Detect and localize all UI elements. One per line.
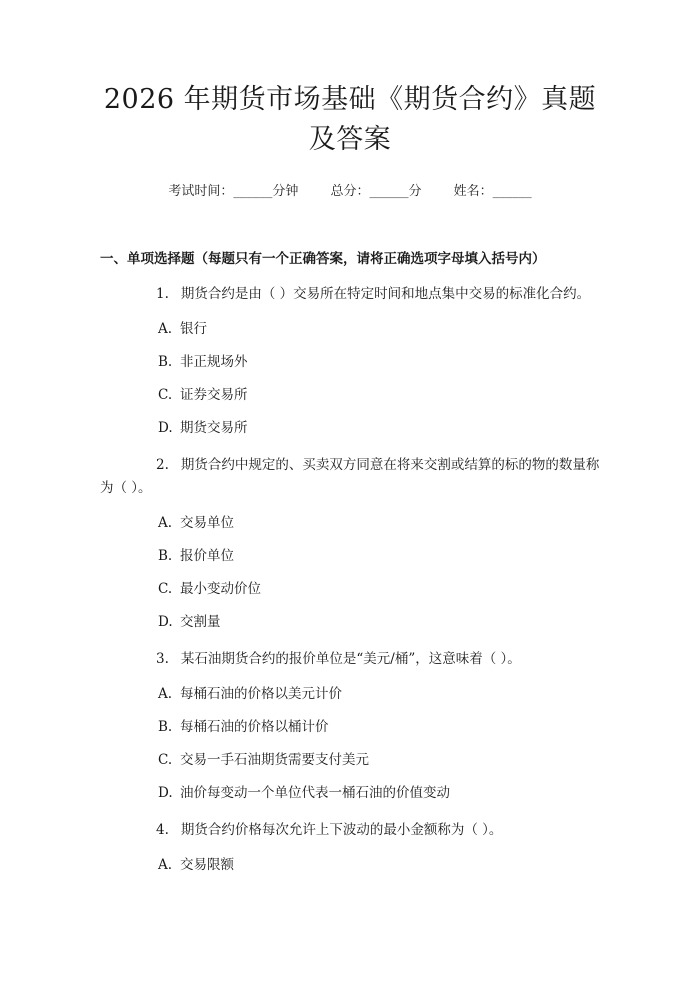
question-number: 3. [156, 651, 169, 667]
option-list [100, 685, 600, 803]
option-text: 每桶石油的价格以桶计价 [180, 719, 329, 735]
option-letter: B. [158, 548, 173, 564]
option-item [158, 613, 600, 632]
option-text: 期货交易所 [180, 420, 248, 436]
option-item [158, 718, 600, 737]
option-item [158, 685, 600, 704]
option-text: 交割量 [180, 614, 221, 630]
option-item [158, 751, 600, 770]
option-text: 非正规场外 [180, 354, 248, 370]
option-letter: D. [158, 614, 173, 630]
option-text: 油价每变动一个单位代表一桶石油的价值变动 [180, 785, 450, 801]
question-text [100, 454, 600, 500]
option-letter: C. [158, 387, 173, 403]
question-4 [100, 819, 600, 875]
option-text: 最小变动价位 [180, 581, 261, 597]
section-title: 一、单项选择题（每题只有一个正确答案，请将正确选项字母填入括号内） [100, 251, 546, 267]
question-body: 某石油期货合约的报价单位是“美元/桶”，这意味着（ ）。 [180, 651, 521, 667]
option-list [100, 320, 600, 438]
total-score-field: 总分：______分 [330, 184, 422, 199]
option-text: 交易单位 [180, 515, 234, 531]
document-title: 2026 年期货市场基础《期货合约》真题及答案 [103, 84, 597, 155]
option-item [158, 514, 600, 533]
option-text: 交易限额 [180, 857, 234, 873]
option-item [158, 353, 600, 372]
option-letter: A. [158, 515, 173, 531]
option-text: 证券交易所 [180, 387, 248, 403]
option-letter: B. [158, 719, 173, 735]
exam-meta [100, 180, 600, 199]
option-letter: B. [158, 354, 173, 370]
option-item [158, 386, 600, 405]
question-body: 期货合约价格每次允许上下波动的最小金额称为（ ）。 [180, 822, 503, 838]
option-text: 银行 [180, 321, 207, 337]
question-text [100, 283, 600, 306]
question-3 [100, 648, 600, 803]
option-text: 每桶石油的价格以美元计价 [180, 686, 342, 702]
question-number: 4. [156, 822, 169, 838]
option-letter: A. [158, 686, 173, 702]
question-1 [100, 283, 600, 438]
option-letter: A. [158, 857, 173, 873]
option-text: 交易一手石油期货需要支付美元 [180, 752, 369, 768]
option-letter: C. [158, 752, 173, 768]
option-list [100, 514, 600, 632]
option-item [158, 856, 600, 875]
question-text [100, 648, 600, 671]
question-number: 2. [156, 457, 169, 473]
question-number: 1. [156, 286, 169, 302]
option-item [158, 320, 600, 339]
exam-time-field: 考试时间：______分钟 [168, 184, 299, 199]
option-letter: A. [158, 321, 173, 337]
option-letter: C. [158, 581, 173, 597]
question-body: 期货合约中规定的、买卖双方同意在将来交割或结算的标的物的数量称为（ ）。 [100, 457, 600, 496]
question-text [100, 819, 600, 842]
name-field: 姓名：______ [453, 184, 532, 199]
document-page [0, 80, 700, 985]
option-item [158, 784, 600, 803]
question-2 [100, 454, 600, 632]
option-letter: D. [158, 420, 173, 436]
option-letter: D. [158, 785, 173, 801]
option-item [158, 547, 600, 566]
option-item [158, 419, 600, 438]
option-text: 报价单位 [180, 548, 234, 564]
option-list [100, 856, 600, 875]
question-body: 期货合约是由（ ）交易所在特定时间和地点集中交易的标准化合约。 [180, 286, 591, 302]
option-item [158, 580, 600, 599]
